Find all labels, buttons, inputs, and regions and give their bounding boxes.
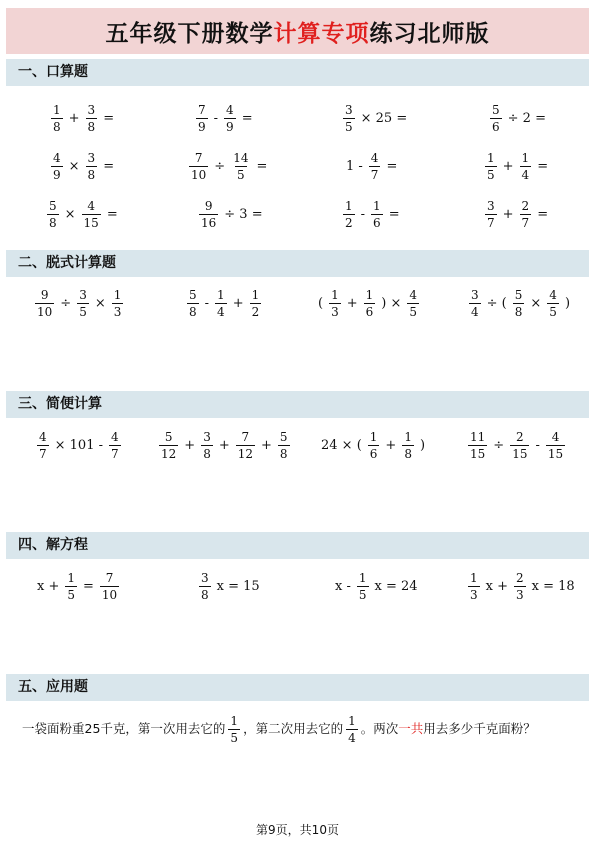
operator: = <box>537 158 549 174</box>
simplify-expr <box>465 425 568 465</box>
fraction-numerator: 4 <box>409 287 418 302</box>
operator: ) × <box>381 295 402 311</box>
simplify-expr <box>34 425 124 465</box>
fraction <box>514 571 526 602</box>
section-heading-oral: 一、口算题 <box>6 59 589 86</box>
fraction-denominator: 16 <box>201 215 217 230</box>
fraction-numerator: 4 <box>551 429 560 444</box>
operator: x + <box>37 578 60 594</box>
operator: = <box>103 110 115 126</box>
fraction-numerator: 1 <box>373 198 381 213</box>
fraction-numerator: 1 <box>251 287 260 302</box>
operator: = <box>537 206 549 222</box>
operator: ) <box>564 295 571 311</box>
fraction-denominator: 6 <box>369 446 378 461</box>
operator: = <box>106 206 118 222</box>
fraction-numerator: 14 <box>233 150 249 165</box>
operator: x = 15 <box>216 578 260 594</box>
oral-expr <box>482 194 551 234</box>
fraction-denominator: 9 <box>198 119 206 134</box>
problem-text-5: 用去多少千克面粉？ <box>423 721 536 736</box>
stepwise-expr <box>184 283 264 323</box>
fraction <box>250 288 262 319</box>
fraction <box>187 288 199 319</box>
fraction-numerator: 4 <box>549 287 557 302</box>
operator: = <box>386 158 398 174</box>
fraction <box>510 430 529 461</box>
fraction-denominator: 10 <box>37 304 53 319</box>
operator: + <box>502 158 514 174</box>
fraction-denominator: 6 <box>365 304 374 319</box>
fraction <box>159 430 178 461</box>
title-part1: 五年级下册数学 <box>105 20 274 47</box>
stepwise-row <box>0 283 595 323</box>
fraction <box>546 430 565 461</box>
section-heading-simplify: 三、简便计算 <box>6 391 589 418</box>
fraction <box>47 199 59 230</box>
operator: ÷ <box>60 295 72 311</box>
fraction-numerator: 1 <box>404 429 412 444</box>
oral-row-3 <box>0 194 595 234</box>
operator: × <box>64 206 76 222</box>
operator: + <box>385 437 397 453</box>
fraction <box>231 151 250 182</box>
fraction-denominator: 8 <box>514 304 523 319</box>
fraction-numerator: 9 <box>40 287 49 302</box>
equation-expr <box>332 566 421 606</box>
fraction <box>109 430 121 461</box>
fraction-denominator: 5 <box>67 587 75 602</box>
operator: 24 × ( <box>321 437 362 453</box>
fraction-denominator: 12 <box>237 446 254 461</box>
fraction <box>329 288 341 319</box>
title-part2: 练习北师版 <box>369 20 490 47</box>
fraction-denominator: 2 <box>251 304 260 319</box>
simplify-expr <box>318 425 428 465</box>
operator: x + <box>485 578 508 594</box>
fraction-numerator: 5 <box>164 429 173 444</box>
fraction-numerator: 4 <box>226 102 234 117</box>
fraction-denominator: 8 <box>53 119 61 134</box>
fraction-numerator: 1 <box>230 714 239 728</box>
operator: + <box>502 206 514 222</box>
fraction-denominator: 15 <box>470 446 486 461</box>
fraction-denominator: 8 <box>404 446 412 461</box>
operator: ) <box>419 437 426 453</box>
operator: ÷ 3 = <box>224 206 263 222</box>
fraction-denominator: 8 <box>49 215 57 230</box>
operator: - <box>535 437 540 453</box>
fraction <box>343 103 355 134</box>
fraction <box>343 199 355 230</box>
fraction-denominator: 5 <box>230 731 239 745</box>
operator: ÷ <box>214 158 226 174</box>
fraction <box>364 288 376 319</box>
fraction-numerator: 1 <box>345 198 353 213</box>
fraction <box>490 103 502 134</box>
fraction <box>86 151 98 182</box>
fraction-numerator: 7 <box>194 150 203 165</box>
operator: x - <box>335 578 351 594</box>
oral-row-2 <box>0 146 595 186</box>
oral-expr <box>48 146 117 186</box>
problem-text-2: ，第二次用去它的 <box>243 721 344 736</box>
fraction-numerator: 1 <box>365 287 374 302</box>
fraction-numerator: 3 <box>79 287 87 302</box>
fraction-numerator: 4 <box>370 150 379 165</box>
fraction-denominator: 5 <box>79 304 87 319</box>
operator: + <box>232 295 244 311</box>
fraction-numerator: 9 <box>204 198 213 213</box>
operator: + <box>184 437 196 453</box>
fraction-numerator: 7 <box>241 429 250 444</box>
word-problem <box>22 714 582 745</box>
operator: = <box>83 578 94 594</box>
oral-expr <box>482 146 551 186</box>
equation-expr <box>34 566 122 606</box>
fraction-numerator: 1 <box>217 287 225 302</box>
fraction-denominator: 7 <box>39 446 47 461</box>
fraction <box>236 430 255 461</box>
fraction-denominator: 8 <box>87 167 96 182</box>
operator: × <box>530 295 542 311</box>
fraction-numerator: 5 <box>189 287 197 302</box>
fraction-denominator: 5 <box>345 119 353 134</box>
operator: = <box>103 158 115 174</box>
fraction-numerator: 4 <box>111 429 119 444</box>
fraction <box>37 430 49 461</box>
operator: = <box>256 158 268 174</box>
fraction-denominator: 8 <box>203 446 211 461</box>
fraction <box>189 151 208 182</box>
fraction <box>520 199 532 230</box>
oral-expr <box>196 194 266 234</box>
operator: + <box>218 437 230 453</box>
oral-row-1 <box>0 98 595 138</box>
page-number-footer: 第9页，共10页 <box>256 823 339 837</box>
fraction <box>196 103 208 134</box>
fraction-numerator: 1 <box>470 570 478 585</box>
fraction-numerator: 3 <box>201 570 209 585</box>
stepwise-expr <box>315 283 422 323</box>
fraction-denominator: 4 <box>348 731 356 745</box>
fraction-denominator: 15 <box>83 215 99 230</box>
fraction <box>224 103 236 134</box>
problem-fraction-2 <box>346 714 358 745</box>
fraction-numerator: 4 <box>87 198 95 213</box>
operator: = <box>241 110 253 126</box>
operator: × 25 = <box>360 110 408 126</box>
oral-expr <box>186 146 270 186</box>
fraction-numerator: 1 <box>67 570 75 585</box>
fraction-denominator: 2 <box>345 215 353 230</box>
fraction <box>65 571 77 602</box>
fraction <box>547 288 559 319</box>
fraction-denominator: 8 <box>189 304 197 319</box>
fraction-numerator: 3 <box>87 150 96 165</box>
operator: + <box>261 437 272 453</box>
section-heading-stepwise: 二、脱式计算题 <box>6 250 589 277</box>
fraction <box>278 430 290 461</box>
fraction-numerator: 5 <box>49 198 57 213</box>
fraction-denominator: 8 <box>279 446 288 461</box>
fraction-denominator: 3 <box>331 304 339 319</box>
fraction-numerator: 4 <box>39 429 47 444</box>
fraction-numerator: 2 <box>516 570 524 585</box>
fraction-denominator: 10 <box>101 587 118 602</box>
fraction-numerator: 1 <box>113 287 122 302</box>
fraction-denominator: 8 <box>201 587 209 602</box>
fraction-numerator: 1 <box>487 150 495 165</box>
oral-expr <box>487 98 549 138</box>
fraction <box>82 199 101 230</box>
operator: - <box>360 206 366 222</box>
fraction-denominator: 4 <box>471 304 479 319</box>
fraction <box>513 288 525 319</box>
fraction-numerator: 3 <box>87 102 96 117</box>
fraction-numerator: 1 <box>369 429 378 444</box>
equation-expr <box>196 566 263 606</box>
fraction-numerator: 3 <box>203 429 211 444</box>
fraction-numerator: 1 <box>331 287 339 302</box>
stepwise-expr <box>32 283 126 323</box>
fraction-numerator: 5 <box>514 287 523 302</box>
operator: ( <box>318 295 324 311</box>
fraction <box>100 571 119 602</box>
fraction <box>199 571 211 602</box>
fraction <box>357 571 369 602</box>
operator: ÷ ( <box>486 295 507 311</box>
oral-expr <box>193 98 256 138</box>
fraction-numerator: 1 <box>348 714 356 728</box>
fraction <box>77 288 89 319</box>
oral-expr <box>340 98 410 138</box>
problem-fraction-1 <box>228 714 240 745</box>
fraction <box>402 430 414 461</box>
fraction-numerator: 7 <box>198 102 206 117</box>
fraction-denominator: 9 <box>226 119 234 134</box>
fraction-denominator: 15 <box>512 446 528 461</box>
fraction-denominator: 4 <box>217 304 225 319</box>
operator: x = 24 <box>374 578 418 594</box>
operator: = <box>388 206 400 222</box>
fraction-numerator: 7 <box>105 570 114 585</box>
equation-expr <box>465 566 578 606</box>
fraction <box>485 199 497 230</box>
operator: ÷ <box>493 437 505 453</box>
fraction-numerator: 3 <box>345 102 353 117</box>
fraction-denominator: 3 <box>470 587 478 602</box>
operator: 1 - <box>346 158 363 174</box>
stepwise-expr <box>466 283 573 323</box>
simplify-expr <box>156 425 293 465</box>
fraction-denominator: 5 <box>358 587 367 602</box>
problem-text-3: 。两次 <box>360 721 399 736</box>
fraction <box>371 199 383 230</box>
fraction-numerator: 1 <box>521 150 530 165</box>
fraction-denominator: 8 <box>87 119 96 134</box>
fraction-denominator: 4 <box>521 167 530 182</box>
oral-expr <box>44 194 121 234</box>
operator: x = 18 <box>531 578 575 594</box>
equations-row <box>0 566 595 606</box>
oral-expr <box>343 146 400 186</box>
title-highlight: 计算专项 <box>273 20 370 47</box>
fraction-numerator: 5 <box>279 429 288 444</box>
operator: × <box>94 295 106 311</box>
operator: × 101 - <box>54 437 104 453</box>
problem-highlight: 一共 <box>398 721 424 736</box>
operator: + <box>68 110 80 126</box>
operator: + <box>346 295 358 311</box>
oral-expr <box>48 98 117 138</box>
fraction-numerator: 3 <box>487 198 495 213</box>
fraction-denominator: 7 <box>487 215 495 230</box>
fraction <box>369 151 381 182</box>
fraction-denominator: 3 <box>516 587 524 602</box>
fraction-denominator: 7 <box>370 167 379 182</box>
fraction-denominator: 15 <box>547 446 564 461</box>
fraction-numerator: 4 <box>53 150 61 165</box>
fraction-denominator: 5 <box>409 304 418 319</box>
fraction <box>407 288 419 319</box>
section-heading-equations: 四、解方程 <box>6 532 589 559</box>
operator: - <box>213 110 219 126</box>
fraction <box>51 103 63 134</box>
fraction-denominator: 7 <box>521 215 530 230</box>
fraction <box>35 288 54 319</box>
fraction <box>215 288 227 319</box>
fraction-numerator: 2 <box>521 198 530 213</box>
fraction-denominator: 12 <box>161 446 177 461</box>
fraction <box>199 199 218 230</box>
operator: - <box>204 295 210 311</box>
fraction-denominator: 3 <box>113 304 122 319</box>
fraction-numerator: 1 <box>358 570 367 585</box>
fraction-numerator: 11 <box>470 429 486 444</box>
fraction-numerator: 2 <box>516 429 524 444</box>
fraction <box>468 430 487 461</box>
fraction-denominator: 6 <box>373 215 381 230</box>
fraction-denominator: 5 <box>487 167 495 182</box>
fraction-denominator: 5 <box>237 167 245 182</box>
operator: ÷ 2 = <box>507 110 546 126</box>
fraction <box>469 288 481 319</box>
fraction-numerator: 1 <box>53 102 61 117</box>
fraction-denominator: 6 <box>492 119 500 134</box>
fraction <box>520 151 532 182</box>
fraction-denominator: 9 <box>53 167 61 182</box>
fraction-denominator: 7 <box>111 446 119 461</box>
fraction <box>485 151 497 182</box>
fraction <box>51 151 63 182</box>
operator: × <box>68 158 80 174</box>
fraction-denominator: 5 <box>549 304 557 319</box>
fraction <box>86 103 98 134</box>
fraction-denominator: 10 <box>191 167 207 182</box>
section-heading-word-problem: 五、应用题 <box>6 674 589 701</box>
fraction <box>201 430 213 461</box>
fraction-numerator: 3 <box>471 287 479 302</box>
fraction <box>468 571 480 602</box>
problem-text-1: 一袋面粉重25千克，第一次用去它的 <box>22 721 226 736</box>
fraction-numerator: 5 <box>492 102 500 117</box>
fraction <box>112 288 124 319</box>
page-title <box>6 8 589 54</box>
oral-expr <box>340 194 403 234</box>
simplify-row <box>0 425 595 465</box>
fraction <box>368 430 380 461</box>
